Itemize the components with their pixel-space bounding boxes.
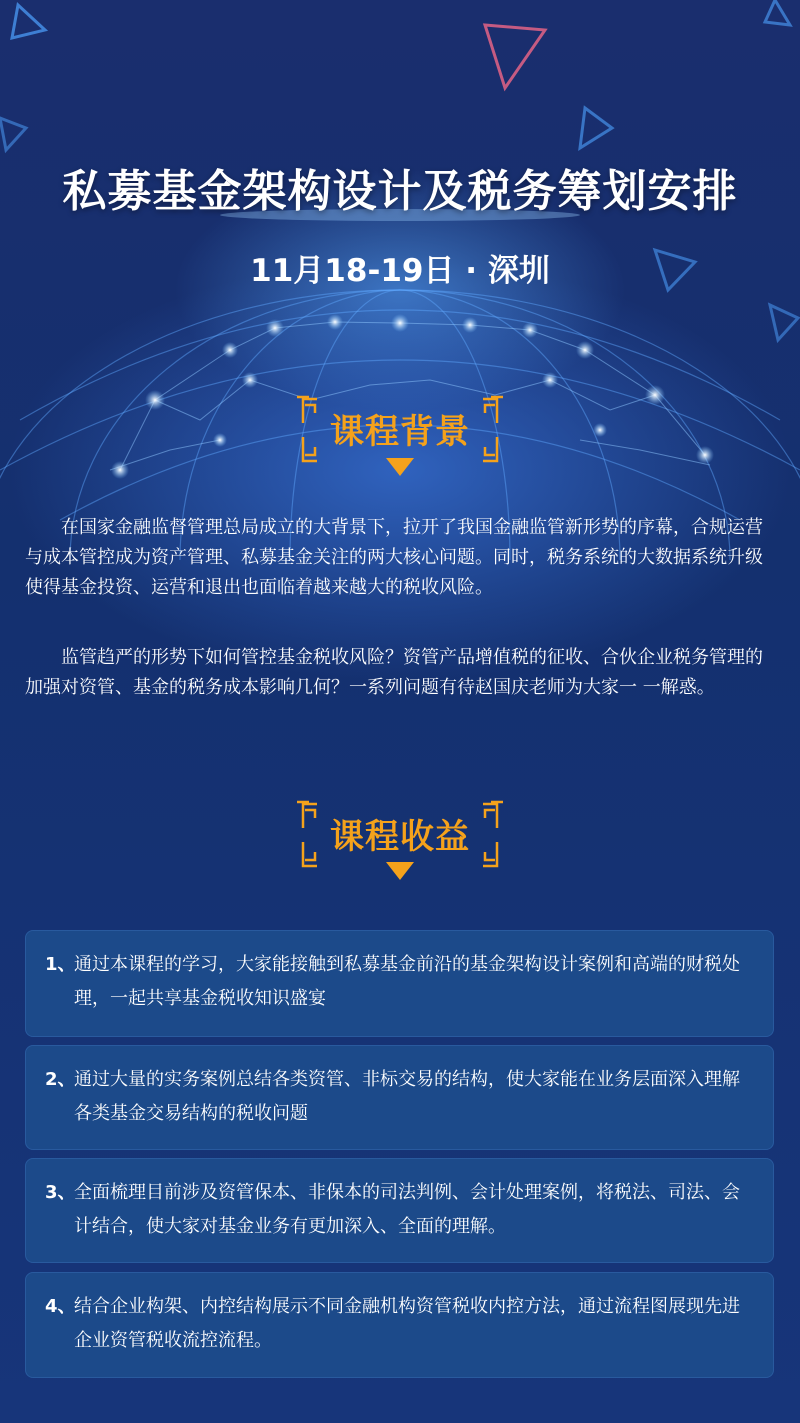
- benefit-text: 结合企业构架、内控结构展示不同金融机构资管税收内控方法，通过流程图展现先进企业资管税收流控流程。: [74, 1296, 740, 1351]
- benefit-card-4: [25, 1272, 774, 1378]
- benefit-text: 通过本课程的学习，大家能接触到私募基金前沿的基金架构设计案例和高端的财税处理，一起共享基金税收知识盛宴: [74, 954, 740, 1009]
- section-heading-background: [295, 395, 505, 465]
- background-paragraph-1: 在国家金融监督管理总局成立的大背景下，拉开了我国金融监管新形势的序幕，合规运营与成本管控成为资产管理、私募基金关注的两大核心问题。同时，税务系统的大数据系统升级使得基金投资、运营和退出也面临着越来越大的税收风险。: [25, 517, 763, 598]
- benefit-number: 2、: [45, 1069, 76, 1090]
- benefit-card-1: [25, 930, 774, 1037]
- benefit-text: 全面梳理目前涉及资管保本、非保本的司法判例、会计处理案例，将税法、司法、会计结合，使大家对基金业务有更加深入、全面的理解。: [74, 1182, 740, 1237]
- benefit-text: 通过大量的实务案例总结各类资管、非标交易的结构，使大家能在业务层面深入理解各类基金交易结构的税收问题: [74, 1069, 740, 1124]
- benefit-number: 3、: [45, 1182, 76, 1203]
- benefit-number: 1、: [45, 954, 76, 975]
- page-title: 私募基金架构设计及税务筹划安排: [62, 166, 738, 217]
- down-arrow-icon: [386, 458, 414, 476]
- benefit-card-3: [25, 1158, 774, 1263]
- benefit-number: 4、: [45, 1296, 76, 1317]
- background-paragraph-2: 监管趋严的形势下如何管控基金税收风险？资管产品增值税的征收、合伙企业税务管理的加强对资管、基金的税务成本影响几何？一系列问题有待赵国庆老师为大家一 一解惑。: [25, 647, 763, 698]
- down-arrow-icon: [386, 862, 414, 880]
- event-date-location: 11月18-19日 · 深圳: [250, 253, 550, 289]
- section-heading-benefits: [295, 800, 505, 870]
- section-heading-label: 课程背景: [330, 412, 470, 452]
- benefit-card-2: [25, 1045, 774, 1150]
- section-heading-label: 课程收益: [330, 817, 470, 857]
